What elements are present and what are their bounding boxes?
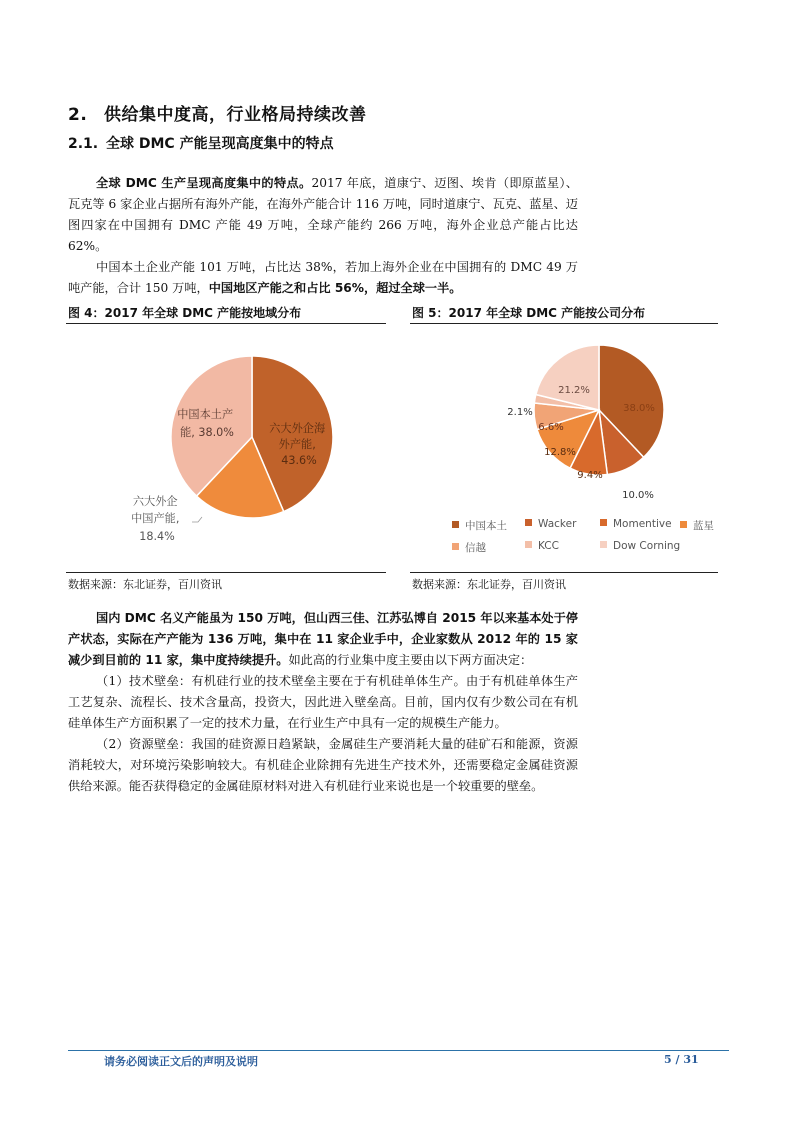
fig4-label-foreign-china: 六大外企 中国产能, 18.4% [131,495,180,543]
figure5-bottom-rule [410,572,718,573]
fig5-label-shinetsu: 6.6% [538,422,564,433]
subsection-number: 2.1. [68,136,99,152]
fig5-label-momentive: 9.4% [577,470,603,481]
legend-item-momentive: Momentive [600,518,672,530]
body-paragraph-2: （1）技术壁垒：有机硅行业的技术壁垒主要在于有机硅单体生产。由于有机硅单体生产工艺复杂、流程长、技术含量高，投资大，因此进入壁垒高。目前，国内仅有少数公司在有机硅单体生产方面积累了一定的技术力量，在行业生产中具有一定的规模生产能力。 [68,674,578,730]
page-number: 5 / 31 [664,1053,699,1066]
intro-paragraph-2 [68,257,578,299]
figure4-source: 数据来源：东北证券，百川资讯 [68,578,222,591]
intro-p1-bold: 全球 DMC 生产呈现高度集中的特点。 [96,176,312,190]
legend-item-wacker: Wacker [525,518,576,530]
figure4-title: 图 4：2017 年全球 DMC 产能按地域分布 [68,306,302,320]
footer-rule [68,1050,729,1051]
intro-paragraph-1 [68,173,578,257]
figure4-chart [66,326,386,570]
body-text [68,608,578,797]
intro-text [68,173,578,299]
intro-p1-rest: 2017 年底，道康宁、迈图、埃肯（即原蓝星）、瓦克等 6 家企业占据所有海外产能，在海外产能合计 116 万吨，同时道康宁、瓦克、蓝星、迈图四家在中国拥有 DMC 产能 49 万吨，全球产能约 266 万吨，海外企业总产能占比达 62%。 [68,176,578,253]
figure5-source: 数据来源：东北证券，百川资讯 [412,578,566,591]
legend-item-kcc: KCC [525,540,559,552]
fig5-label-dowcorning: 21.2% [558,385,590,396]
intro-p2-rest: 中国本土企业产能 101 万吨，占比达 38%，若加上海外企业在中国拥有的 DMC 49 万吨产能，合计 150 万吨， [68,260,578,295]
figure5-legend [452,518,722,558]
figure4-bottom-rule [66,572,386,573]
body-paragraph-1 [68,608,578,671]
fig4-label-domestic: 中国本土产 能, 38.0% [177,408,234,439]
subsection-title: 全球 DMC 产能呈现高度集中的特点 [106,136,334,152]
fig5-label-bluestar: 12.8% [544,447,576,458]
fig4-label-overseas: 六大外企海 外产能, 43.6% [269,422,326,467]
fig5-label-wacker: 10.0% [622,490,654,501]
legend-item-dowcorning: Dow Corning [600,540,680,552]
section-number: 2. [68,105,88,125]
legend-item-bluestar: 蓝星 [680,518,714,533]
legend-item-china: 中国本土 [452,518,507,533]
section-title: 供给集中度高，行业格局持续改善 [104,105,367,125]
figure5-chart [410,326,718,506]
fig5-label-kcc: 2.1% [507,407,533,418]
section-heading [68,100,367,125]
figure5-top-rule [410,323,718,324]
fig5-label-china: 38.0% [623,403,655,414]
footer-disclaimer: 请务必阅读正文后的声明及说明 [104,1055,258,1068]
fig4-leader-line [192,517,202,522]
intro-p2-bold: 中国地区产能之和占比 56%，超过全球一半。 [208,281,462,295]
body-p1-rest: 如此高的行业集中度主要由以下两方面决定： [288,653,533,667]
legend-item-shinetsu: 信越 [452,540,486,555]
subsection-heading [68,133,334,153]
figure5-title: 图 5：2017 年全球 DMC 产能按公司分布 [412,306,646,320]
body-paragraph-3: （2）资源壁垒：我国的硅资源日趋紧缺，金属硅生产要消耗大量的硅矿石和能源，资源消耗较大，对环境污染影响较大。有机硅企业除拥有先进生产技术外，还需要稳定金属硅资源供给来源。能否获得稳定的金属硅原材料对进入有机硅行业来说也是一个较重要的壁垒。 [68,737,578,793]
body-p1-bold: 国内 DMC 名义产能虽为 150 万吨，但山西三佳、江苏弘博自 2015 年以来基本处于停产状态，实际在产产能为 136 万吨，集中在 11 家企业手中，企业家数从 2012 年的 15 家减少到目前的 11 家，集中度持续提升。 [68,611,578,667]
figure4-top-rule [66,323,386,324]
